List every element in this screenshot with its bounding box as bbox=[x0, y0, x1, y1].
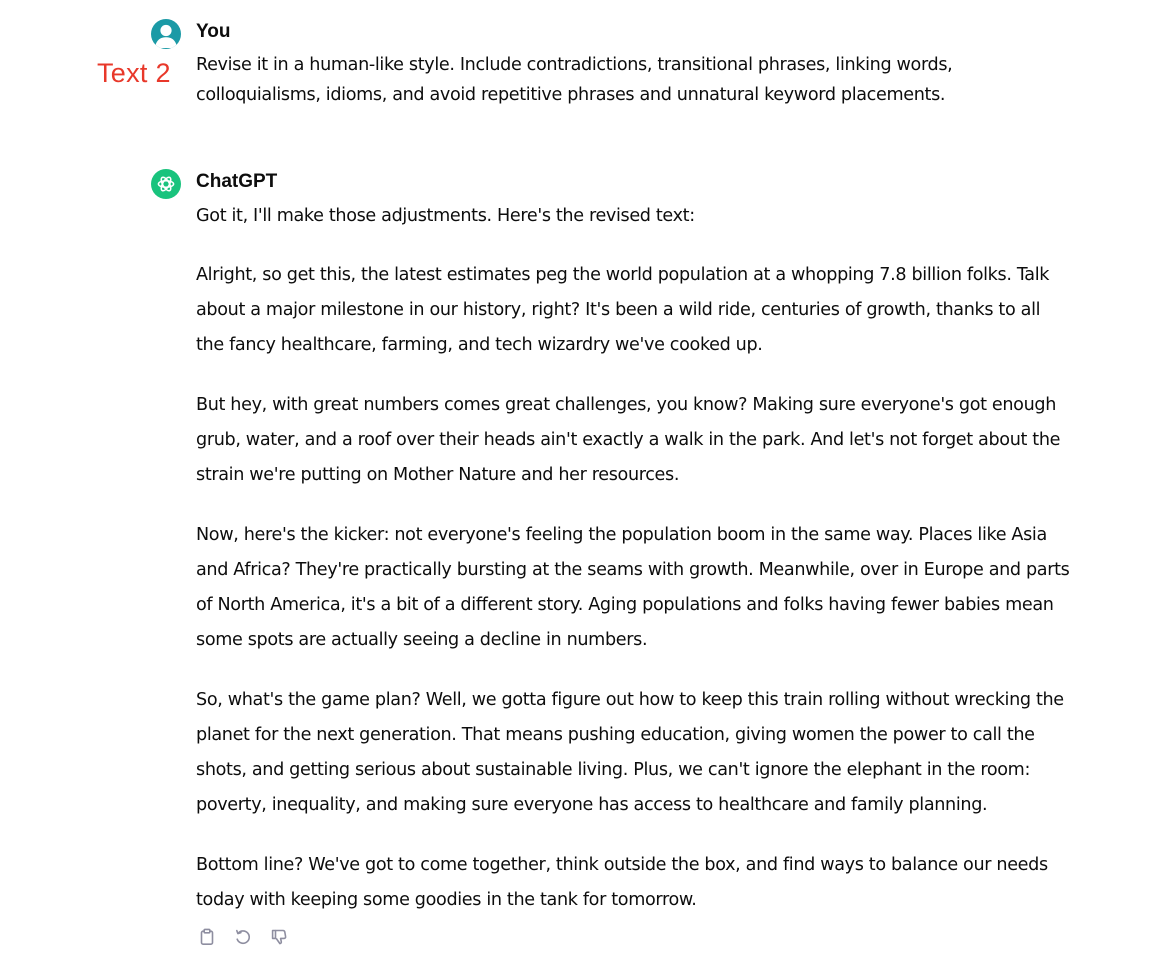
assistant-author-name: ChatGPT bbox=[196, 171, 278, 192]
response-paragraph: So, what's the game plan? Well, we gotta figure out how to keep this train rolling without wrecking the planet for the next generation. That means pushing education, giving women the power to call the shots, and getting serious about sustainable living. Plus, we can't ignore the elephant in the room: poverty, inequality, and making sure everyone has access to healthcare and family planning. bbox=[196, 690, 1064, 815]
user-author-name: You bbox=[196, 21, 231, 42]
response-paragraph: Now, here's the kicker: not everyone's feeling the population boom in the same way. Places like Asia and Africa? They're practically bursting at the seams with growth. Meanwhile, over in Europe and parts of North America, it's a bit of a different story. Aging populations and folks having fewer babies mean some spots are actually seeing a decline in numbers. bbox=[196, 525, 1070, 650]
message-actions bbox=[196, 926, 290, 948]
response-paragraph: Alright, so get this, the latest estimates peg the world population at a whopping 7.8 billion folks. Talk about a major milestone in our history, right? It's been a wild ride, centuries of growth, thanks to all the fancy healthcare, farming, and tech wizardry we've cooked up. bbox=[196, 265, 1050, 355]
user-message-text: Revise it in a human-like style. Include contradictions, transitional phrases, linking words, colloquialisms, idioms, and avoid repetitive phrases and unnatural keyword placements. bbox=[196, 55, 953, 105]
regenerate-icon[interactable] bbox=[232, 926, 254, 948]
assistant-response-body bbox=[196, 258, 1071, 943]
annotation-label: Text 2 bbox=[97, 58, 171, 88]
openai-logo-icon bbox=[151, 169, 181, 199]
response-paragraph: But hey, with great numbers comes great challenges, you know? Making sure everyone's got enough grub, water, and a roof over their heads ain't exactly a walk in the park. And let's not forget about the strain we're putting on Mother Nature and her resources. bbox=[196, 395, 1061, 485]
thumbs-down-icon[interactable] bbox=[268, 926, 290, 948]
response-paragraph: Bottom line? We've got to come together, think outside the box, and find ways to balance our needs today with keeping some goodies in the tank for tomorrow. bbox=[196, 855, 1048, 910]
user-avatar-icon bbox=[151, 19, 181, 49]
copy-icon[interactable] bbox=[196, 926, 218, 948]
assistant-intro-text: Got it, I'll make those adjustments. Here's the revised text: bbox=[196, 206, 695, 226]
